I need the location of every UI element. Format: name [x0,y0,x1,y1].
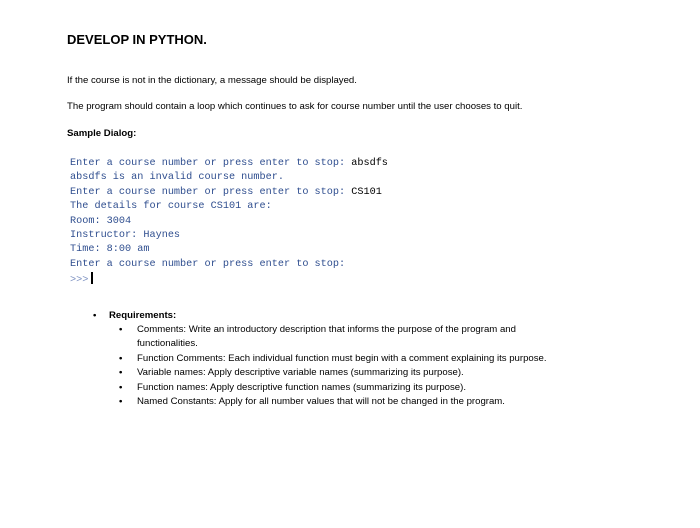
paragraph-dictionary-message: If the course is not in the dictionary, a message should be displayed. [67,75,357,86]
bullet-icon: • [119,381,123,393]
console-line: The details for course CS101 are: [70,201,272,213]
list-item-text: Function Comments: Each individual function must begin with a comment explaining its purpose. [137,352,547,364]
console-line [70,186,667,200]
console-prompt: Enter a course number or press enter to stop: [70,158,352,169]
document-page [67,30,667,409]
list-item [119,395,555,409]
list-item [119,381,555,395]
console-user-input: CS101 [351,186,382,198]
list-item-text: Function names: Apply descriptive function names (summarizing its purpose). [137,381,466,393]
console-line [70,157,667,171]
bullet-icon: • [93,309,97,321]
bullet-icon: • [119,396,123,408]
console-line: Enter a course number or press enter to stop: [70,258,346,270]
list-item-text: Comments: Write an introductory description that informs the purpose of the program and functionalities. [137,324,516,350]
console-line: Room: 3004 [70,215,132,227]
sample-dialog-label: Sample Dialog: [67,128,137,139]
list-item-text: Named Constants: Apply for all number values that will not be changed in the program. [137,396,505,408]
console-line: Instructor: Haynes [70,230,181,242]
requirements-section [93,309,667,410]
console-prompt: Enter a course number or press enter to stop: [70,186,352,198]
bullet-icon: • [119,324,123,336]
list-item [119,352,555,366]
list-item [119,323,555,351]
requirements-list [119,323,555,409]
repl-prompt: >>> [70,275,89,287]
console-line: absdfs is an invalid course number. [70,172,284,184]
console-repl-line [70,272,667,288]
text-cursor [91,272,93,284]
paragraph-loop-description: The program should contain a loop which continues to ask for course number until the user chooses to quit. [67,101,523,112]
page-title: DEVELOP IN PYTHON. [67,32,207,47]
bullet-icon: • [119,352,123,364]
requirements-heading-text: Requirements: [109,309,177,321]
list-item [119,366,555,380]
sample-console [70,157,667,289]
console-line: Time: 8:00 am [70,244,150,256]
bullet-icon: • [119,367,123,379]
list-item-text: Variable names: Apply descriptive variable names (summarizing its purpose). [137,367,464,379]
requirements-heading [93,309,667,323]
console-user-input: absdfs [351,158,388,169]
